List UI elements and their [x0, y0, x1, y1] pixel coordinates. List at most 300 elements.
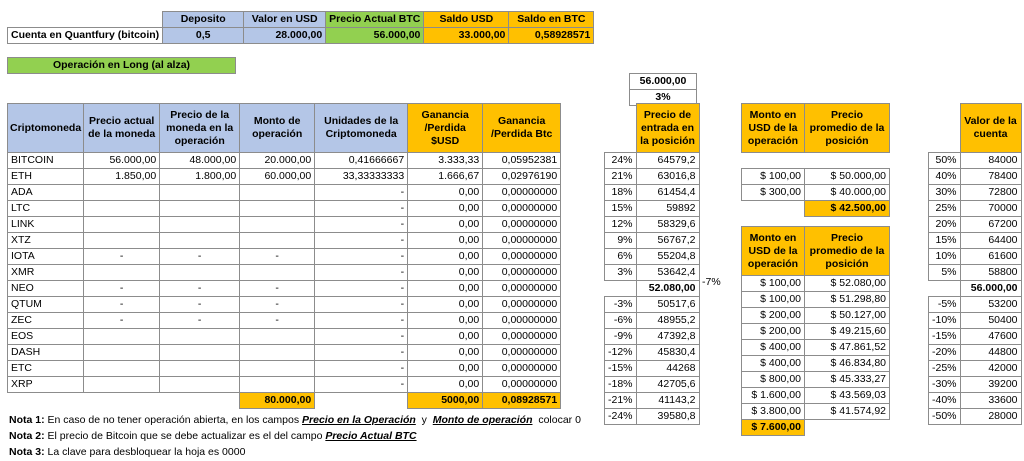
crypto-cell: - — [315, 217, 408, 233]
entry-row — [605, 201, 700, 217]
entry-header-row — [605, 104, 700, 153]
entry-top-table — [629, 73, 697, 106]
crypto-row — [8, 249, 561, 265]
crypto-cell[interactable] — [160, 233, 240, 249]
crypto-row — [8, 345, 561, 361]
crypto-cell: 0,00000000 — [483, 281, 561, 297]
pos2-header-precio: Precio promedio de la posición — [805, 227, 890, 276]
totals-usd: 5000,00 — [408, 393, 483, 409]
acct-value: 67200 — [960, 217, 1021, 233]
entry-row — [605, 329, 700, 345]
pos1-header-monto: Monto en USD de la operación — [742, 104, 805, 153]
acct-value: 70000 — [960, 201, 1021, 217]
summary-saldo-btc-cell: 0,58928571 — [509, 28, 594, 44]
acct-header-row — [929, 104, 1022, 153]
pos1-total-row — [742, 201, 890, 217]
crypto-cell: - — [315, 281, 408, 297]
acct-pct: -50% — [929, 409, 961, 425]
crypto-cell[interactable] — [240, 233, 315, 249]
entry-row — [605, 377, 700, 393]
acct-row — [929, 217, 1022, 233]
totals-monto: 80.000,00 — [240, 393, 315, 409]
note-2-text: El precio de Bitcoin que se debe actualizar es el del campo — [44, 430, 326, 442]
crypto-cell: EOS — [8, 329, 84, 345]
entry-price: 48955,2 — [636, 313, 699, 329]
entry-pct: -18% — [605, 377, 637, 393]
acct-value: 61600 — [960, 249, 1021, 265]
crypto-cell[interactable]: - — [84, 313, 160, 329]
crypto-cell[interactable]: - — [84, 297, 160, 313]
acct-pct: 20% — [929, 217, 961, 233]
crypto-cell[interactable]: - — [240, 249, 315, 265]
crypto-cell: 0,00 — [408, 297, 483, 313]
note-1-field-precio: Precio en la Operación — [302, 414, 416, 426]
pos2-total-row — [742, 420, 890, 436]
crypto-cell: ADA — [8, 185, 84, 201]
entry-pct: -6% — [605, 313, 637, 329]
crypto-cell: 0,05952381 — [483, 153, 561, 169]
acct-value: 56.000,00 — [960, 281, 1021, 297]
acct-value: 84000 — [960, 153, 1021, 169]
acct-row — [929, 377, 1022, 393]
entry-price: 42705,6 — [636, 377, 699, 393]
crypto-cell: 0,00 — [408, 185, 483, 201]
entry-header-blank — [605, 104, 637, 153]
pos2-total: $ 7.600,00 — [742, 420, 805, 436]
summary-table — [7, 11, 594, 44]
crypto-cell: - — [315, 361, 408, 377]
acct-value: 64400 — [960, 233, 1021, 249]
crypto-cell[interactable]: - — [240, 281, 315, 297]
crypto-cell: 33,33333333 — [315, 169, 408, 185]
acct-row — [929, 249, 1022, 265]
acct-row — [929, 233, 1022, 249]
crypto-cell[interactable]: - — [84, 281, 160, 297]
crypto-cell[interactable]: 1.800,00 — [160, 169, 240, 185]
note-2 — [9, 430, 417, 442]
pos1-row-blank — [742, 153, 890, 169]
acct-row — [929, 265, 1022, 281]
crypto-cell[interactable] — [160, 217, 240, 233]
crypto-cell: ETH — [8, 169, 84, 185]
crypto-cell[interactable] — [240, 345, 315, 361]
acct-value: 33600 — [960, 393, 1021, 409]
pos2-row — [742, 388, 890, 404]
header-unidades: Unidades de la Criptomoneda — [315, 104, 408, 153]
note-1-text-c: colocar 0 — [532, 414, 581, 426]
acct-row — [929, 281, 1022, 297]
crypto-row — [8, 169, 561, 185]
crypto-cell: 0,00000000 — [483, 185, 561, 201]
crypto-table — [7, 103, 561, 409]
entry-price: 50517,6 — [636, 297, 699, 313]
acct-pct: 30% — [929, 185, 961, 201]
totals-blank-4 — [315, 393, 408, 409]
acct-pct: 5% — [929, 265, 961, 281]
crypto-row — [8, 361, 561, 377]
crypto-cell[interactable]: 56.000,00 — [84, 153, 160, 169]
crypto-cell[interactable] — [240, 201, 315, 217]
note-1-label: Nota 1: — [9, 414, 45, 426]
acct-pct: 40% — [929, 169, 961, 185]
crypto-row — [8, 217, 561, 233]
pos2-cell: $ 51.298,80 — [805, 292, 890, 308]
pos2-row — [742, 308, 890, 324]
crypto-cell: 0,00000000 — [483, 377, 561, 393]
pos2-cell: $ 52.080,00 — [805, 276, 890, 292]
note-2-field: Precio Actual BTC — [325, 430, 417, 442]
entry-price: 64579,2 — [636, 153, 699, 169]
acct-header: Valor de la cuenta — [960, 104, 1021, 153]
crypto-row — [8, 297, 561, 313]
note-3 — [9, 446, 245, 458]
entry-row — [605, 233, 700, 249]
entry-pct: -12% — [605, 345, 637, 361]
crypto-cell[interactable]: - — [160, 249, 240, 265]
crypto-cell: IOTA — [8, 249, 84, 265]
crypto-cell: LTC — [8, 201, 84, 217]
crypto-cell: 0,41666667 — [315, 153, 408, 169]
crypto-cell[interactable]: - — [240, 297, 315, 313]
crypto-cell: 0,00 — [408, 313, 483, 329]
summary-precio-btc-cell[interactable]: 56.000,00 — [326, 28, 424, 44]
header-ganancia-btc: Ganancia /Perdida Btc — [483, 104, 561, 153]
acct-pct: 15% — [929, 233, 961, 249]
crypto-cell: ZEC — [8, 313, 84, 329]
entry-row — [605, 361, 700, 377]
pos2-header-row — [742, 227, 890, 276]
pos2-header-monto: Monto en USD de la operación — [742, 227, 805, 276]
acct-value: 53200 — [960, 297, 1021, 313]
summary-valor-usd-cell: 28.000,00 — [244, 28, 326, 44]
entry-row — [605, 217, 700, 233]
entry-pct: -3% — [605, 297, 637, 313]
pos2-cell: $ 100,00 — [742, 276, 805, 292]
pos2-cell: $ 43.569,03 — [805, 388, 890, 404]
entry-pct: 21% — [605, 169, 637, 185]
crypto-cell: 0,00000000 — [483, 361, 561, 377]
crypto-cell[interactable]: - — [84, 249, 160, 265]
entry-price: 41143,2 — [636, 393, 699, 409]
entry-price: 61454,4 — [636, 185, 699, 201]
acct-value: 28000 — [960, 409, 1021, 425]
note-2-label: Nota 2: — [9, 430, 45, 442]
crypto-row — [8, 201, 561, 217]
note-1-field-monto: Monto de operación — [432, 414, 533, 426]
acct-pct: -20% — [929, 345, 961, 361]
pos1-cell: $ 100,00 — [742, 169, 805, 185]
summary-account-label: Cuenta en Quantfury (bitcoin) — [8, 28, 163, 44]
summary-header-saldo-usd: Saldo USD — [424, 12, 509, 28]
crypto-cell: 0,00 — [408, 281, 483, 297]
crypto-cell[interactable] — [84, 265, 160, 281]
pos1-body — [742, 169, 890, 201]
pos2-cell: $ 50.127,00 — [805, 308, 890, 324]
header-precio-operacion: Precio de la moneda en la operación — [160, 104, 240, 153]
crypto-cell[interactable] — [84, 217, 160, 233]
crypto-cell: - — [315, 297, 408, 313]
entry-row — [605, 185, 700, 201]
crypto-cell[interactable] — [84, 345, 160, 361]
entry-top-value: 56.000,00 — [630, 74, 697, 90]
entry-row — [605, 345, 700, 361]
crypto-cell: 0,00000000 — [483, 345, 561, 361]
pos2-body — [742, 276, 890, 420]
acct-row — [929, 329, 1022, 345]
acct-row — [929, 153, 1022, 169]
crypto-cell: XMR — [8, 265, 84, 281]
crypto-cell[interactable] — [240, 377, 315, 393]
entry-price: 52.080,00 — [636, 281, 699, 297]
note-1-text-b: y — [415, 414, 433, 426]
entry-pct: 18% — [605, 185, 637, 201]
note-3-label: Nota 3: — [9, 446, 45, 458]
acct-value: 42000 — [960, 361, 1021, 377]
pos2-row — [742, 404, 890, 420]
pos2-row — [742, 292, 890, 308]
entry-price: 55204,8 — [636, 249, 699, 265]
entry-price: 56767,2 — [636, 233, 699, 249]
header-ganancia-usd: Ganancia /Perdida $USD — [408, 104, 483, 153]
crypto-header-row — [8, 104, 561, 153]
pos2-cell: $ 400,00 — [742, 340, 805, 356]
pos1-header-precio: Precio promedio de la posición — [805, 104, 890, 153]
totals-blank-3 — [160, 393, 240, 409]
acct-value: 78400 — [960, 169, 1021, 185]
note-1 — [9, 414, 581, 426]
entry-price: 44268 — [636, 361, 699, 377]
entry-row — [605, 169, 700, 185]
crypto-cell[interactable]: 60.000,00 — [240, 169, 315, 185]
crypto-cell: 0,00000000 — [483, 217, 561, 233]
crypto-cell: BITCOIN — [8, 153, 84, 169]
summary-header-valor-usd: Valor en USD — [244, 12, 326, 28]
crypto-cell: - — [315, 329, 408, 345]
acct-pct: 50% — [929, 153, 961, 169]
crypto-totals-row — [8, 393, 561, 409]
header-precio-actual: Precio actual de la moneda — [84, 104, 160, 153]
crypto-cell[interactable] — [84, 233, 160, 249]
entry-price: 39580,8 — [636, 409, 699, 425]
crypto-cell[interactable] — [240, 185, 315, 201]
entry-pct: 9% — [605, 233, 637, 249]
operation-banner: Operación en Long (al alza) — [7, 57, 236, 74]
pos1-cell: $ 300,00 — [742, 185, 805, 201]
pos2-cell: $ 200,00 — [742, 324, 805, 340]
totals-blank-1 — [8, 393, 84, 409]
pos2-cell: $ 800,00 — [742, 372, 805, 388]
note-3-text: La clave para desbloquear la hoja es 0000 — [44, 446, 246, 458]
crypto-cell[interactable]: 1.850,00 — [84, 169, 160, 185]
acct-row — [929, 185, 1022, 201]
acct-pct: 10% — [929, 249, 961, 265]
acct-row — [929, 361, 1022, 377]
acct-value: 39200 — [960, 377, 1021, 393]
crypto-row — [8, 281, 561, 297]
crypto-cell[interactable] — [160, 201, 240, 217]
entry-row — [605, 153, 700, 169]
crypto-cell: 1.666,67 — [408, 169, 483, 185]
summary-deposito-cell[interactable]: 0,5 — [163, 28, 244, 44]
entry-price: 45830,4 — [636, 345, 699, 361]
entry-row — [605, 313, 700, 329]
summary-header-deposito: Deposito — [163, 12, 244, 28]
crypto-cell[interactable]: - — [160, 297, 240, 313]
crypto-cell: 0,00000000 — [483, 297, 561, 313]
entry-price: 63016,8 — [636, 169, 699, 185]
entry-row — [605, 297, 700, 313]
acct-row — [929, 297, 1022, 313]
crypto-cell: 0,00 — [408, 201, 483, 217]
acct-row — [929, 345, 1022, 361]
account-value-table — [928, 103, 1022, 425]
pos2-row — [742, 340, 890, 356]
entry-row — [605, 409, 700, 425]
acct-value: 50400 — [960, 313, 1021, 329]
crypto-cell: NEO — [8, 281, 84, 297]
entry-row — [605, 249, 700, 265]
pos2-row — [742, 324, 890, 340]
crypto-cell: LINK — [8, 217, 84, 233]
crypto-cell: 0,00 — [408, 345, 483, 361]
crypto-cell[interactable] — [84, 361, 160, 377]
acct-pct: -10% — [929, 313, 961, 329]
acct-value: 58800 — [960, 265, 1021, 281]
acct-pct: -25% — [929, 361, 961, 377]
crypto-row — [8, 377, 561, 393]
pos2-cell: $ 47.861,52 — [805, 340, 890, 356]
summary-corner — [8, 12, 163, 28]
pos2-cell: $ 45.333,27 — [805, 372, 890, 388]
summary-header-row — [8, 12, 594, 28]
acct-row — [929, 169, 1022, 185]
crypto-cell: 0,00 — [408, 377, 483, 393]
position-2-table — [741, 226, 890, 436]
crypto-cell[interactable] — [84, 185, 160, 201]
crypto-cell: 0,00 — [408, 265, 483, 281]
crypto-cell[interactable] — [160, 345, 240, 361]
pos2-cell: $ 3.800,00 — [742, 404, 805, 420]
crypto-cell: 3.333,33 — [408, 153, 483, 169]
entry-price: 53642,4 — [636, 265, 699, 281]
crypto-cell[interactable] — [84, 201, 160, 217]
pos2-row — [742, 276, 890, 292]
entry-price-table — [604, 103, 700, 425]
crypto-cell: 0,00 — [408, 217, 483, 233]
acct-row — [929, 313, 1022, 329]
pos1-row — [742, 185, 890, 201]
acct-pct: -30% — [929, 377, 961, 393]
totals-blank-2 — [84, 393, 160, 409]
crypto-cell: - — [315, 201, 408, 217]
crypto-table-body — [8, 153, 561, 393]
entry-row — [605, 265, 700, 281]
entry-side-note: -7% — [702, 276, 721, 288]
acct-value: 47600 — [960, 329, 1021, 345]
acct-row — [929, 409, 1022, 425]
crypto-cell: 0,00 — [408, 233, 483, 249]
entry-price: 59892 — [636, 201, 699, 217]
crypto-cell[interactable]: - — [160, 281, 240, 297]
crypto-cell[interactable]: - — [160, 313, 240, 329]
summary-header-saldo-btc: Saldo en BTC — [509, 12, 594, 28]
acct-header-blank — [929, 104, 961, 153]
crypto-cell: - — [315, 313, 408, 329]
entry-pct: 6% — [605, 249, 637, 265]
summary-value-row — [8, 28, 594, 44]
entry-pct: -21% — [605, 393, 637, 409]
crypto-cell[interactable] — [160, 329, 240, 345]
crypto-cell[interactable] — [160, 185, 240, 201]
crypto-cell[interactable] — [240, 329, 315, 345]
acct-pct: 25% — [929, 201, 961, 217]
entry-row — [605, 393, 700, 409]
pos2-row — [742, 356, 890, 372]
crypto-cell: QTUM — [8, 297, 84, 313]
crypto-cell[interactable] — [84, 377, 160, 393]
entry-pct: -15% — [605, 361, 637, 377]
crypto-cell: 0,00000000 — [483, 201, 561, 217]
crypto-cell: ETC — [8, 361, 84, 377]
pos2-cell: $ 46.834,80 — [805, 356, 890, 372]
pos2-row — [742, 372, 890, 388]
crypto-cell: - — [315, 345, 408, 361]
entry-pct: -24% — [605, 409, 637, 425]
entry-top-pct: 3% — [630, 90, 697, 106]
crypto-row — [8, 313, 561, 329]
pos2-cell: $ 100,00 — [742, 292, 805, 308]
acct-row — [929, 201, 1022, 217]
pos2-cell: $ 200,00 — [742, 308, 805, 324]
pos2-cell: $ 41.574,92 — [805, 404, 890, 420]
crypto-cell[interactable] — [84, 329, 160, 345]
crypto-row — [8, 153, 561, 169]
crypto-cell: XTZ — [8, 233, 84, 249]
crypto-row — [8, 233, 561, 249]
crypto-cell: 0,00 — [408, 249, 483, 265]
crypto-cell[interactable]: 20.000,00 — [240, 153, 315, 169]
crypto-cell[interactable] — [160, 377, 240, 393]
pos1-header-row — [742, 104, 890, 153]
crypto-cell: - — [315, 233, 408, 249]
crypto-row — [8, 185, 561, 201]
crypto-cell[interactable] — [240, 217, 315, 233]
crypto-cell[interactable] — [160, 361, 240, 377]
crypto-cell[interactable]: 48.000,00 — [160, 153, 240, 169]
crypto-cell: 0,00000000 — [483, 233, 561, 249]
pos2-cell: $ 49.215,60 — [805, 324, 890, 340]
crypto-cell: 0,00 — [408, 329, 483, 345]
entry-price: 47392,8 — [636, 329, 699, 345]
crypto-cell[interactable] — [240, 265, 315, 281]
crypto-row — [8, 265, 561, 281]
crypto-cell: 0,00000000 — [483, 265, 561, 281]
acct-row — [929, 393, 1022, 409]
acct-pct: -15% — [929, 329, 961, 345]
crypto-cell: 0,00000000 — [483, 313, 561, 329]
crypto-row — [8, 329, 561, 345]
note-1-text-a: En caso de no tener operación abierta, en los campos — [44, 414, 303, 426]
header-monto-operacion: Monto de operación — [240, 104, 315, 153]
crypto-cell[interactable]: - — [240, 313, 315, 329]
entry-pct: 3% — [605, 265, 637, 281]
entry-header: Precio de entrada en la posición — [636, 104, 699, 153]
crypto-cell[interactable] — [240, 361, 315, 377]
crypto-cell[interactable] — [160, 265, 240, 281]
pos1-cell: $ 40.000,00 — [805, 185, 890, 201]
entry-pct: 12% — [605, 217, 637, 233]
crypto-cell: XRP — [8, 377, 84, 393]
